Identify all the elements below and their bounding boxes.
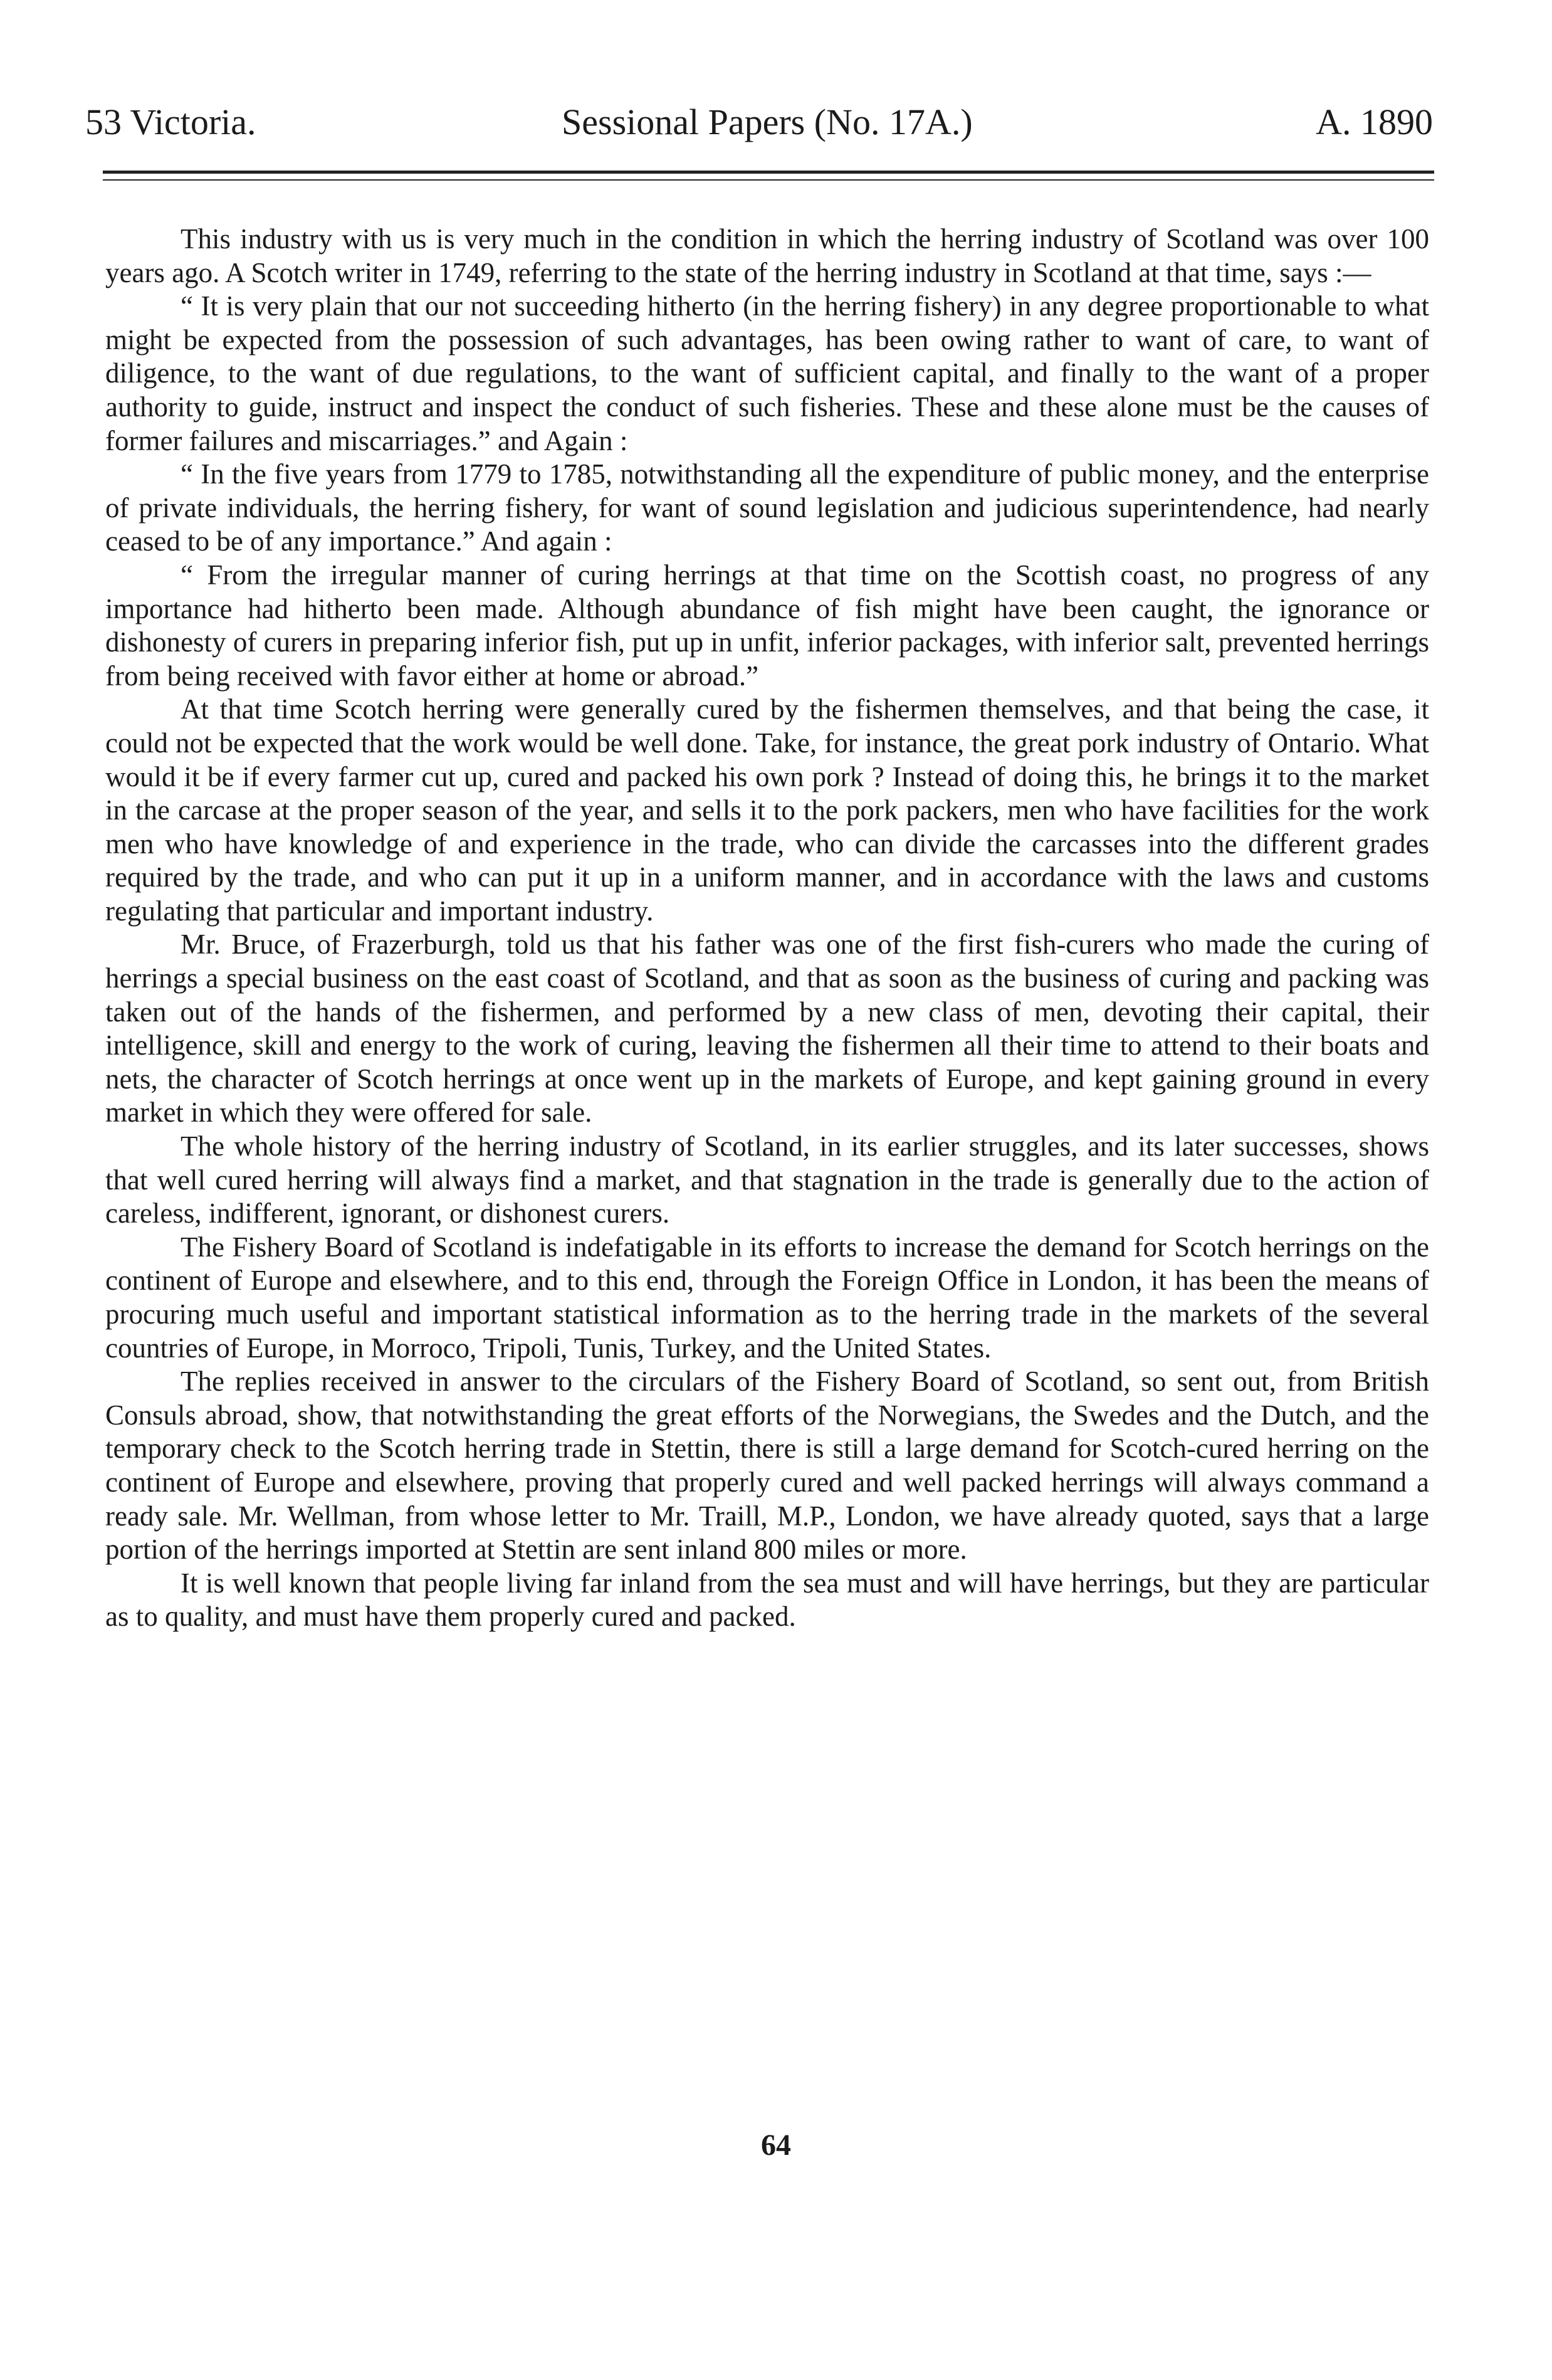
paragraph-7: The whole history of the herring industry of Scotland, in its earlier struggles, and its later successes, shows that well cured herring will always find a market, and that stagnation in the trade is generally due to the action of careless, indifferent, ignorant, or dishonest curers. [105,1130,1429,1229]
header-rule-thin [103,179,1434,181]
page-number: 64 [761,2129,791,2162]
header-session: 53 Victoria. [85,102,256,142]
paragraph-1: This industry with us is very much in the condition in which the herring industry of Scotland was over 100 years ago. A Scotch writer in 1749, referring to the state of the herring industry in Scotland at that time, says :— [105,223,1429,288]
page-header [85,94,1433,150]
paragraph-6: Mr. Bruce, of Frazerburgh, told us that his father was one of the first fish-curers who made the curing of herrings a special business on the east coast of Scotland, and that as soon as the business of curing and packing was taken out of the hands of the fishermen, and performed by a new class of men, devoting their capital, their intelligence, skill and energy to the work of curing, leaving the fishermen all their time to attend to their boats and nets, the character of Scotch herrings at once went up in the markets of Europe, and kept gaining ground in every market in which they were offered for sale. [105,929,1429,1129]
paragraph-3-quote: “ In the five years from 1779 to 1785, notwithstanding all the expenditure of public money, and the enterprise of private individuals, the herring fishery, for want of sound legislation and judicious superintendence, had nearly ceased to be of any importance.” And again : [105,458,1429,557]
paragraph-2-quote: “ It is very plain that our not succeeding hitherto (in the herring fishery) in any degree proportionable to what might be expected from the possession of such advantages, has been owing rather to want of care, to want of diligence, to the want of due regulations, to the want of sufficient capital, and finally to the want of a proper authority to guide, instruct and inspect the conduct of such fisheries. These and these alone must be the causes of former failures and miscarriages.” and Again : [105,290,1429,456]
header-year: A. 1890 [1316,102,1433,142]
paragraph-5: At that time Scotch herring were generally cured by the fishermen themselves, and that being the case, it could not be expected that the work would be well done. Take, for instance, the great pork industry of Ontario. What would it be if every farmer cut up, cured and packed his own pork ? Instead of doing this, he brings it to the market in the carcase at the proper season of the year, and sells it to the pork packers, men who have facilities for the work men who have knowledge of and experience in the trade, who can divide the carcasses into the different grades required by the trade, and who can put it up in a uniform manner, and in accordance with the laws and customs regulating that particular and important industry. [105,693,1429,927]
header-sessional-papers: Sessional Papers (No. 17A.) [562,102,973,142]
paragraph-9: The replies received in answer to the circulars of the Fishery Board of Scotland, so sent out, from British Consuls abroad, show, that notwithstanding the great efforts of the Norwegians, the Swedes and the Dutch, and the temporary check to the Scotch herring trade in Stettin, there is still a large demand for Scotch-cured herring on the continent of Europe and elsewhere, proving that properly cured and well packed herrings will always command a ready sale. Mr. Wellman, from whose letter to Mr. Traill, M.P., London, we have already quoted, says that a large portion of the herrings imported at Stettin are sent inland 800 miles or more. [105,1366,1429,1566]
body-text [105,223,1429,1634]
paragraph-10: It is well known that people living far inland from the sea must and will have herrings, but they are particular as to quality, and must have them properly cured and packed. [105,1567,1429,1633]
header-rule-thick [103,171,1434,174]
paragraph-8: The Fishery Board of Scotland is indefatigable in its efforts to increase the demand for Scotch herrings on the continent of Europe and elsewhere, and to this end, through the Foreign Office in London, it has been the means of procuring much useful and important statistical information as to the herring trade in the markets of the several countries of Europe, in Morroco, Tripoli, Tunis, Turkey, and the United States. [105,1231,1429,1364]
paragraph-4-quote: “ From the irregular manner of curing herrings at that time on the Scottish coast, no progress of any importance had hitherto been made. Although abundance of fish might have been caught, the ignorance or dishonesty of curers in preparing inferior fish, put up in unfit, inferior packages, with inferior salt, prevented herrings from being received with favor either at home or abroad.” [105,559,1429,692]
